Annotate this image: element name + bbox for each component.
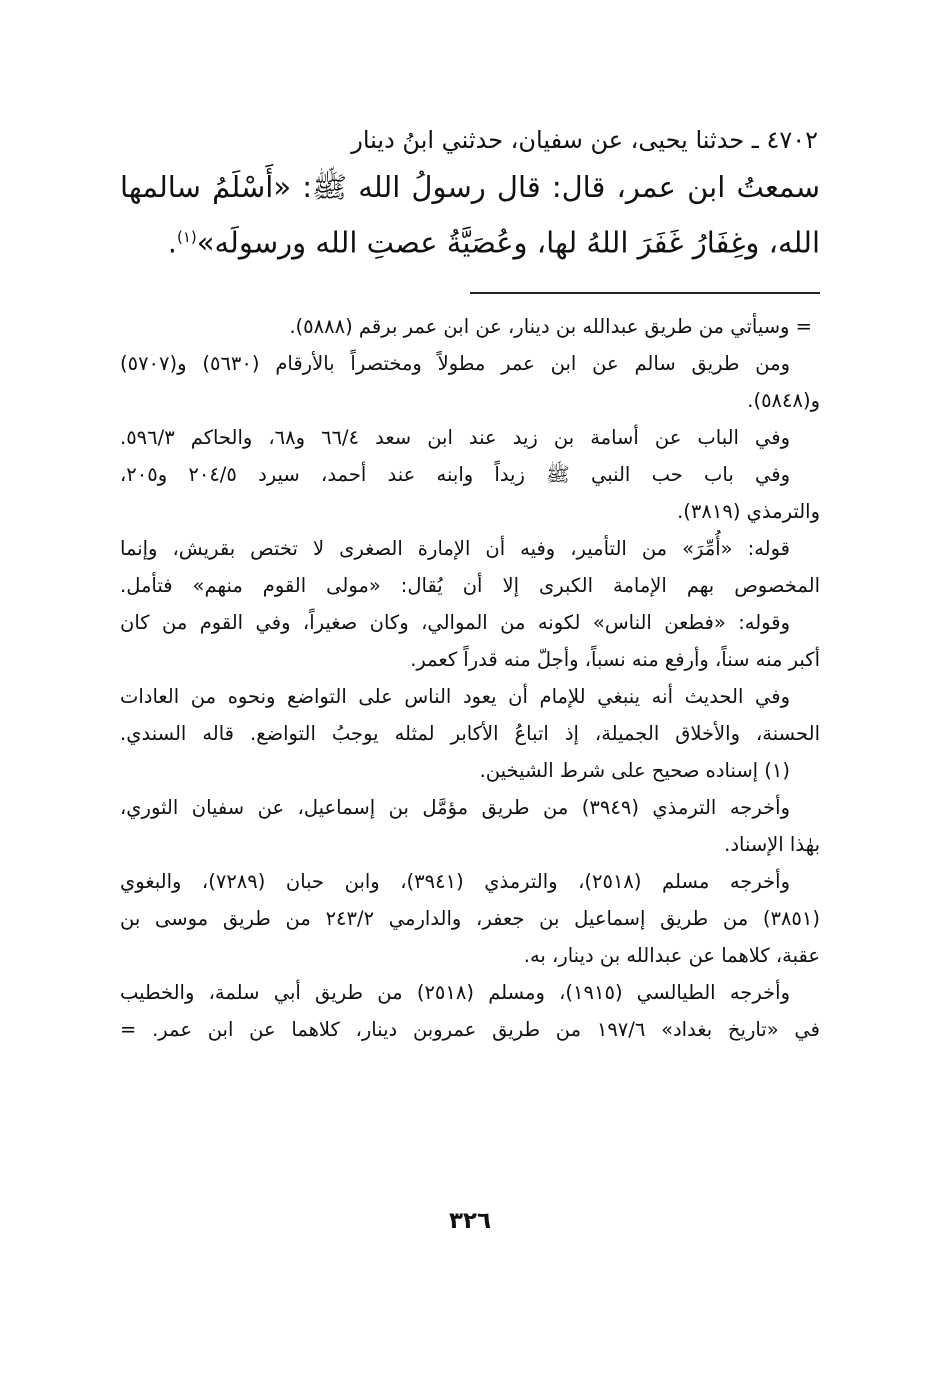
footnote-line: ومن طريق سالم عن ابن عمر مطولاً ومختصراً بالأرقام (٥٦٣٠) و(٥٧٠٧) [120,351,790,375]
hadith-line-3-text: الله، وغِفَارُ غَفَرَ اللهُ لها، وعُصَيَّةُ عصتِ الله ورسولَه» [196,225,820,260]
footnote-line: (٣٨٥١) من طريق إسماعيل بن جعفر، والدارمي ٢٤٣/٢ من طريق موسى بن [120,906,820,930]
page-content [120,118,820,1048]
footnote-line: وأخرجه الترمذي (٣٩٤٩) من طريق مؤمَّل بن إسماعيل، عن سفيان الثوري، [120,795,790,819]
footnote-line: والترمذي (٣٨١٩). [677,499,820,523]
footnote-line: في «تاريخ بغداد» ١٩٧/٦ من طريق عمروبن دينار، كلاهما عن ابن عمر. = [120,1017,820,1041]
hadith-line-2: سمعتُ ابن عمر، قال: قال رسولُ الله ﷺ: «أَسْلَمُ سالمها [120,170,820,204]
footnote-separator [470,292,820,294]
hadith-line-3: الله، وغِفَارُ غَفَرَ اللهُ لها، وعُصَيَّةُ عصتِ الله ورسولَه»$^{(١)}$. [167,225,820,260]
footnote-line: وأخرجه مسلم (٢٥١٨)، والترمذي (٣٩٤١)، وابن حبان (٧٢٨٩)، والبغوي [120,869,790,893]
footnote-line: الحسنة، والأخلاق الجميلة، إذ اتباعُ الأكابر لمثله يوجبُ التواضع. قاله السندي. [120,721,820,745]
footnote-line: وفي الباب عن أسامة بن زيد عند ابن سعد ٦٦/٤ و٦٨، والحاكم ٥٩٦/٣. [120,425,790,449]
hadith-line-1: ٤٧٠٢ ـ حدثنا يحيى، عن سفيان، حدثني ابنُ دينار [351,126,818,154]
footnote-line: وأخرجه الطيالسي (١٩١٥)، ومسلم (٢٥١٨) من طريق أبي سلمة، والخطيب [120,980,790,1004]
footnote-line: بهٰذا الإسناد. [724,832,820,856]
hadith-text [120,118,820,268]
footnote-line: قوله: «أُمِّرَ» من التأمير، وفيه أن الإمارة الصغرى لا تختص بقريش، وإنما [120,536,790,560]
footnote-line: عقبة، كلاهما عن عبدالله بن دينار، به. [523,943,820,967]
footnote-reference: (١) [176,228,197,246]
footnote-line: و(٥٨٤٨). [747,388,820,412]
page-number: ٣٢٦ [448,1208,492,1234]
footnotes [120,308,820,1048]
footnote-line: أكبر منه سناً، وأرفع منه نسباً، وأجلّ منه قدراً كعمر. [410,647,820,671]
footnote-line: وفي باب حب النبي ﷺ زيداً وابنه عند أحمد، سيرد ٢٠٤/٥ و٢٠٥، [120,462,790,486]
footnote-line: وفي الحديث أنه ينبغي للإمام أن يعود الناس على التواضع ونحوه من العادات [120,684,790,708]
footnote-line: المخصوص بهم الإمامة الكبرى إلا أن يُقال: «مولى القوم منهم» فتأمل. [120,573,820,597]
footnote-line: = وسيأتي من طريق عبدالله بن دينار، عن ابن عمر برقم (٥٨٨٨). [289,314,812,338]
footnote-line: وقوله: «فطعن الناس» لكونه من الموالي، وكان صغيراً، وفي القوم من كان [120,610,790,634]
footnote-line: (١) إسناده صحيح على شرط الشيخين. [479,758,790,782]
